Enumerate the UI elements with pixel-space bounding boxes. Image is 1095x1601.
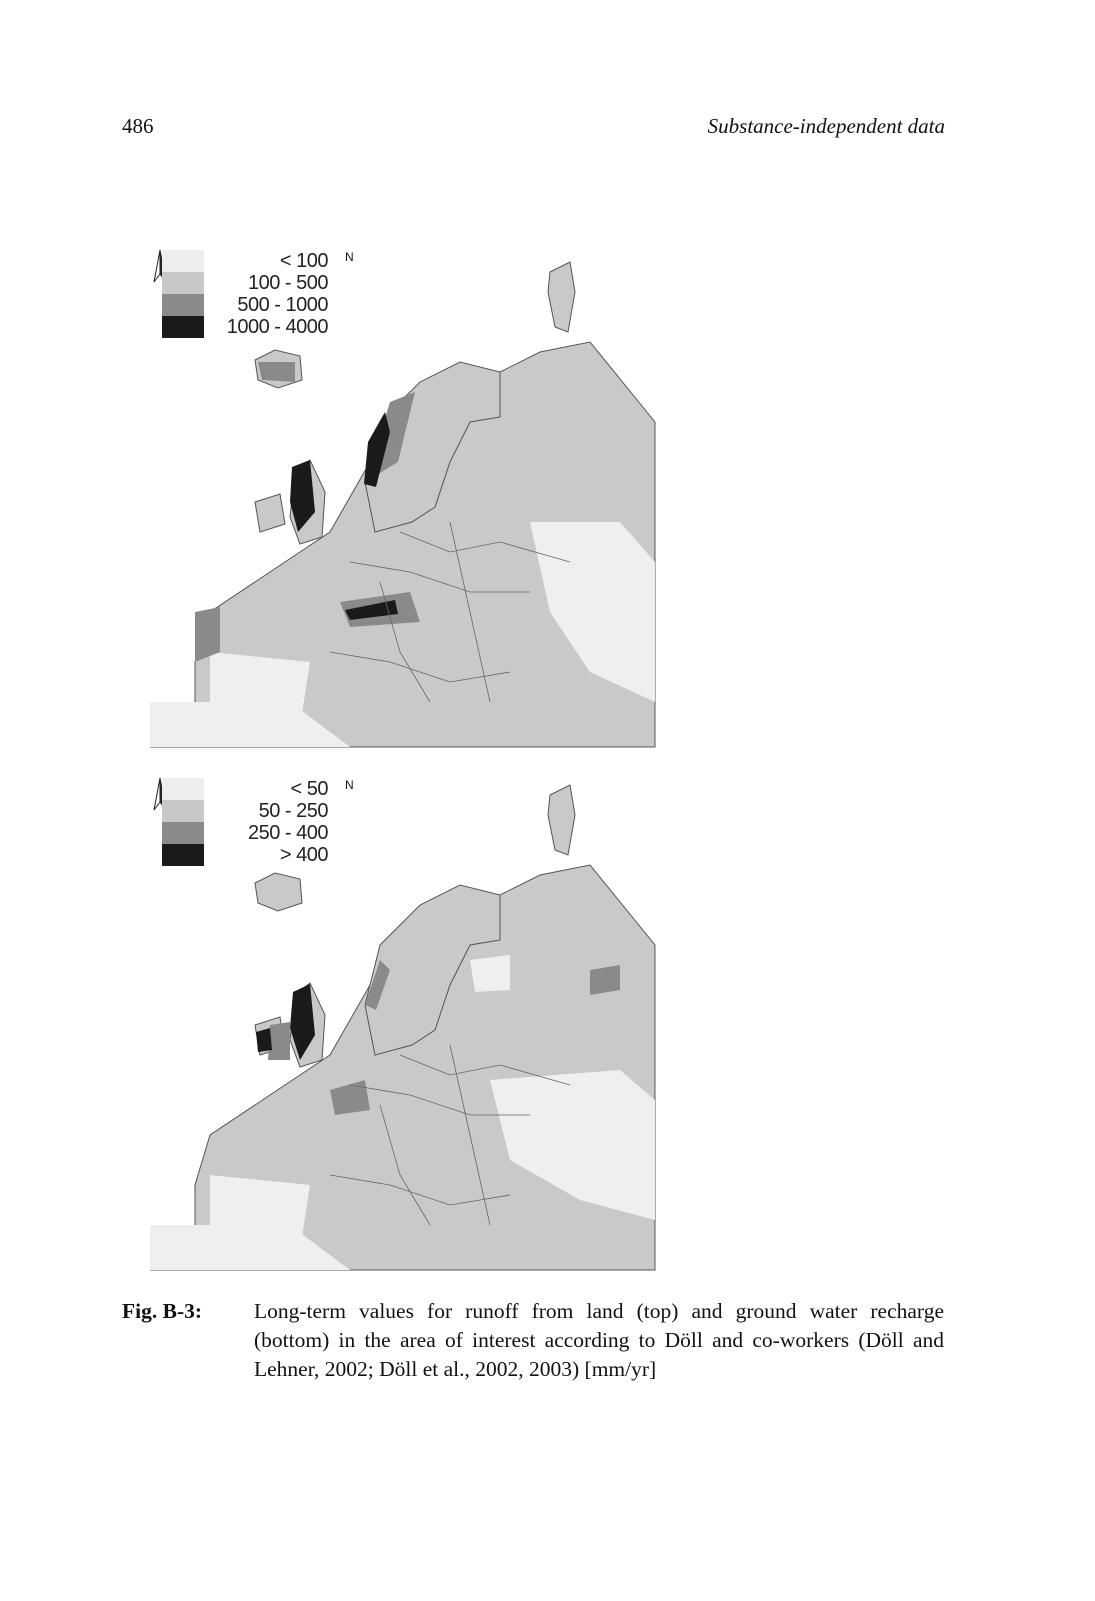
legend-swatch: [162, 272, 204, 294]
legend-swatch: [162, 250, 204, 272]
north-label: N: [345, 250, 354, 264]
legend-row: [162, 272, 332, 294]
page-number: 486: [122, 114, 154, 138]
legend-swatch: [162, 800, 204, 822]
legend-label: 100 - 500: [247, 271, 328, 294]
legend-label: < 50: [290, 777, 328, 800]
legend-swatch: [162, 778, 204, 800]
runoff-map: [150, 232, 665, 758]
runoff-legend: [162, 250, 332, 338]
running-head: Substance-independent data: [707, 114, 945, 138]
legend-swatch: [162, 822, 204, 844]
legend-swatch: [162, 316, 204, 338]
legend-row: [162, 800, 332, 822]
north-label: N: [345, 778, 354, 792]
legend-label: > 400: [279, 843, 328, 866]
legend-row: [162, 316, 332, 338]
legend-label: < 100: [279, 249, 328, 272]
legend-label: 250 - 400: [247, 821, 328, 844]
recharge-map: [150, 760, 665, 1278]
legend-swatch: [162, 294, 204, 316]
legend-row: [162, 778, 332, 800]
legend-row: [162, 844, 332, 866]
legend-row: [162, 250, 332, 272]
legend-label: 1000 - 4000: [226, 315, 328, 338]
legend-label: 50 - 250: [258, 799, 328, 822]
caption-label: Fig. B-3:: [122, 1299, 203, 1323]
legend-label: 500 - 1000: [237, 293, 328, 316]
legend-swatch: [162, 844, 204, 866]
caption-text: Long-term values for runoff from land (top) and ground water recharge (bottom) in the area of interest according to Döll and co-workers (Döll and Lehner, 2002; Döll et al., 2002, 2003) [mm/yr]: [254, 1299, 944, 1381]
recharge-legend: [162, 778, 332, 866]
legend-row: [162, 822, 332, 844]
legend-row: [162, 294, 332, 316]
